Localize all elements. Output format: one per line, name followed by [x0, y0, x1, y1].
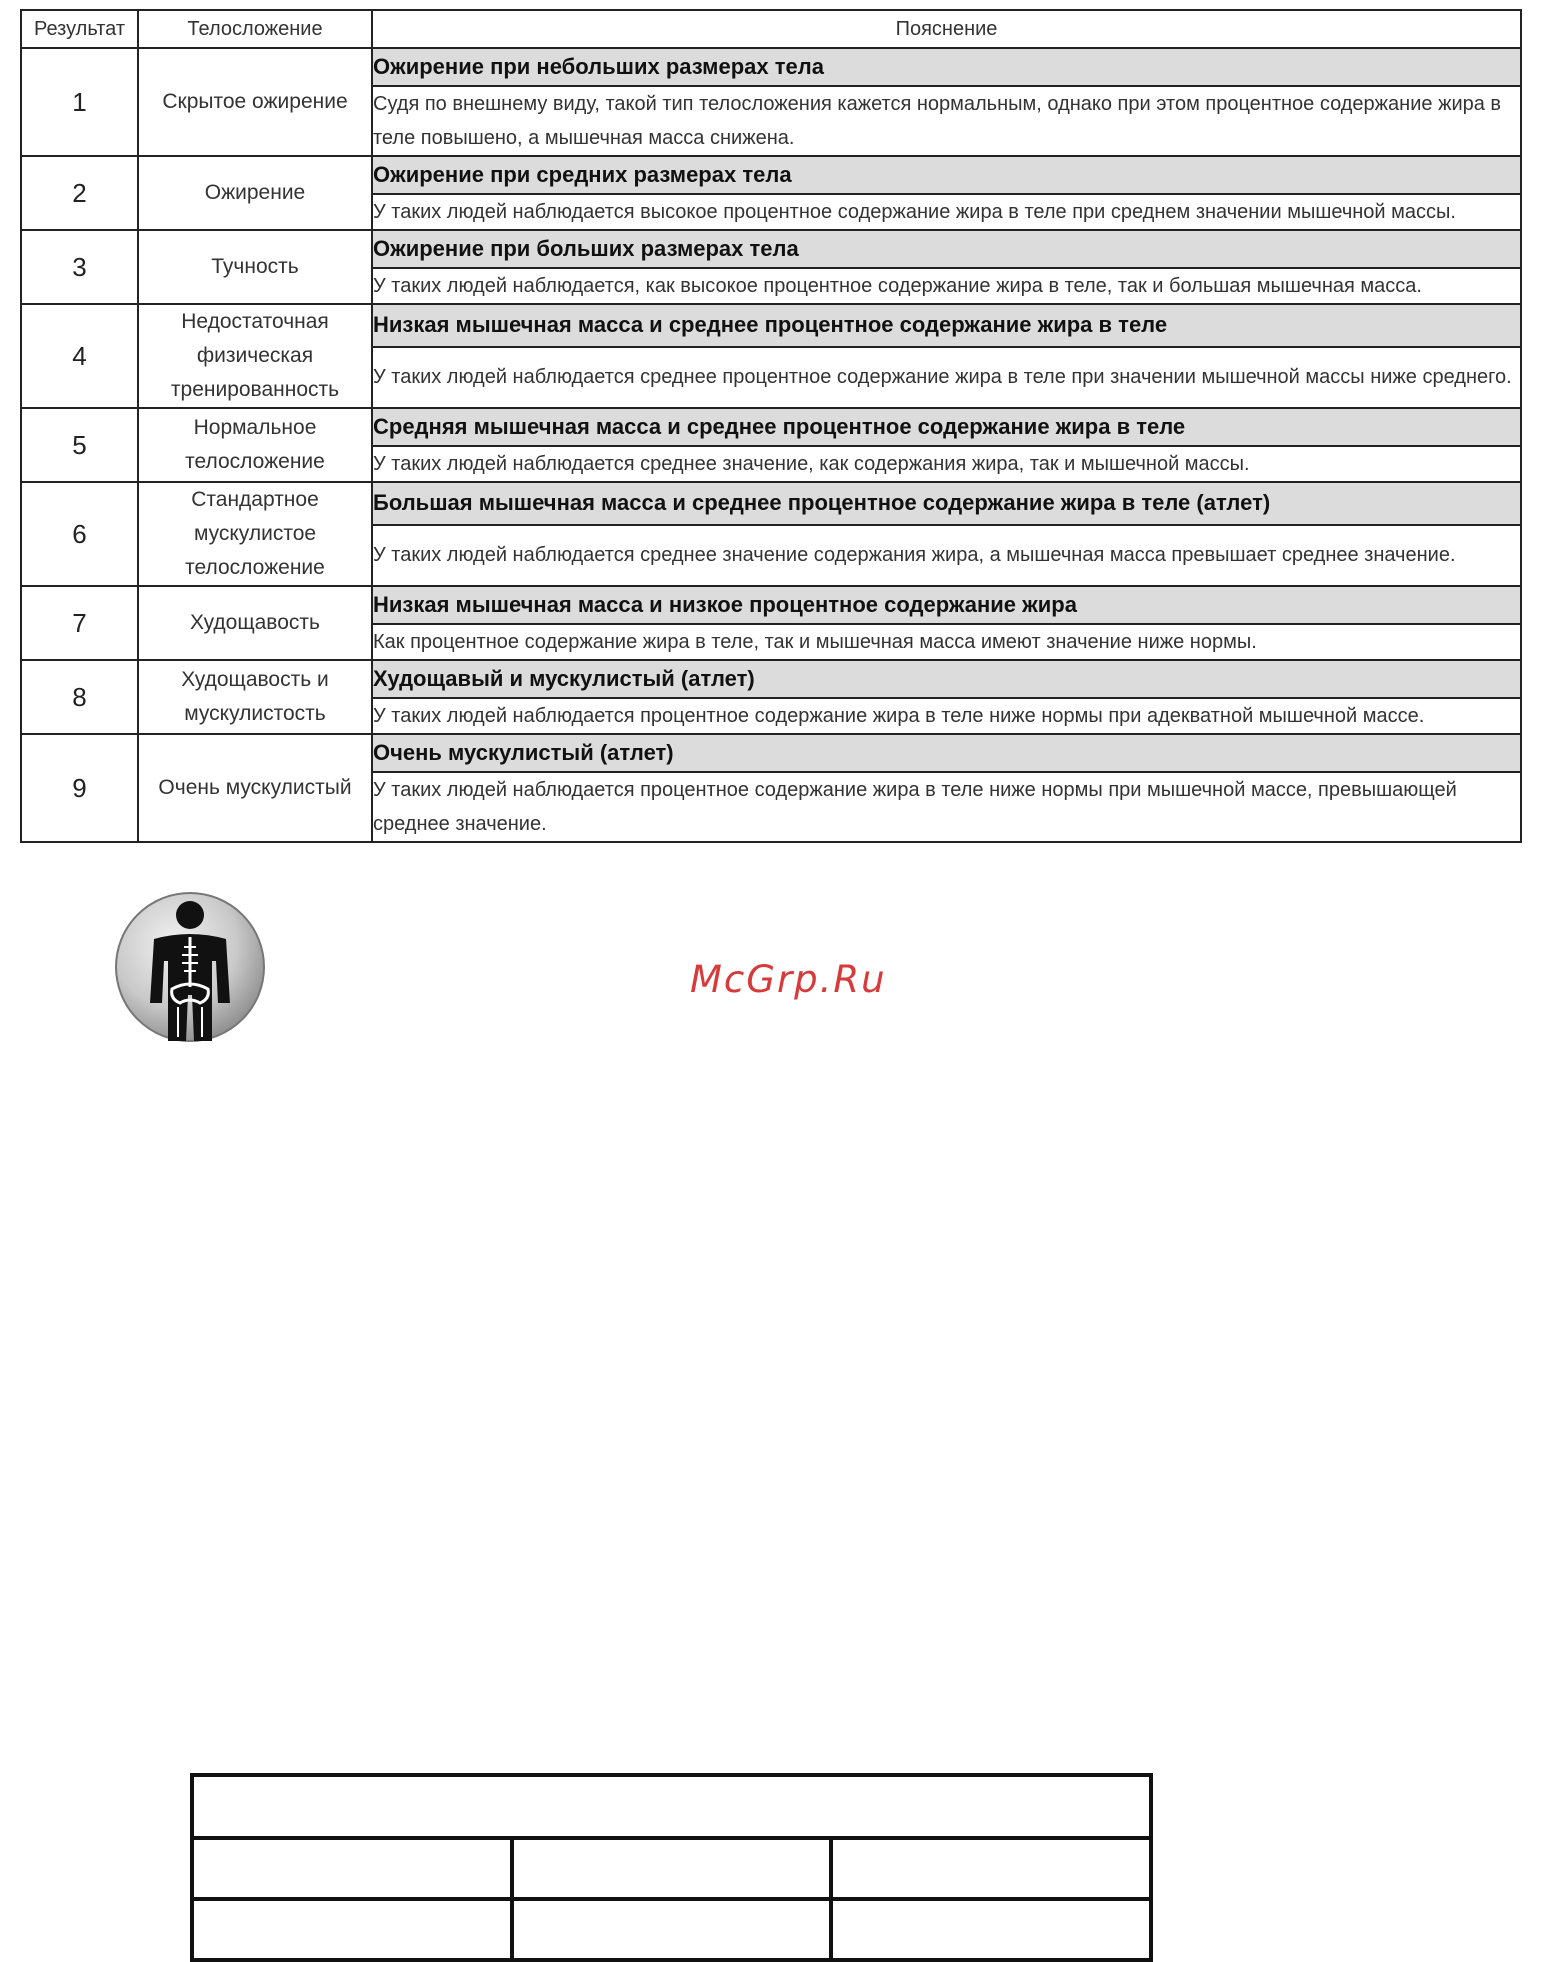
table-row: [21, 48, 1521, 86]
table-row: [21, 408, 1521, 446]
table-row: [192, 1775, 1151, 1838]
result-cell: 1: [21, 48, 138, 156]
table-row: [21, 156, 1521, 194]
explanation-title: Средняя мышечная масса и среднее процентное содержание жира в теле: [372, 408, 1521, 446]
result-cell: 4: [21, 304, 138, 408]
table-row: [21, 482, 1521, 525]
result-cell: 9: [21, 734, 138, 842]
explanation-text: Судя по внешнему виду, такой тип телосложения кажется нормальным, однако при этом процентное содержание жира в теле повышено, а мышечная масса снижена.: [372, 86, 1521, 156]
result-cell: 3: [21, 230, 138, 304]
header-explanation: Пояснение: [372, 10, 1521, 48]
explanation-text: Как процентное содержание жира в теле, так и мышечная масса имеют значение ниже нормы.: [372, 624, 1521, 660]
empty-cell: [192, 1775, 1151, 1838]
explanation-title: Ожирение при небольших размерах тела: [372, 48, 1521, 86]
build-cell: Очень мускулистый: [138, 734, 372, 842]
build-cell: Стандартное мускулистое телосложение: [138, 482, 372, 586]
empty-cell: [512, 1899, 832, 1960]
table-row: [192, 1838, 1151, 1899]
table-row: [21, 660, 1521, 698]
explanation-title: Ожирение при больших размерах тела: [372, 230, 1521, 268]
explanation-text: У таких людей наблюдается высокое процентное содержание жира в теле при среднем значении мышечной массы.: [372, 194, 1521, 230]
header-result: Результат: [21, 10, 138, 48]
explanation-title: Худощавый и мускулистый (атлет): [372, 660, 1521, 698]
table-row: [21, 734, 1521, 772]
explanation-title: Ожирение при средних размерах тела: [372, 156, 1521, 194]
body-type-table: [20, 9, 1522, 843]
build-cell: Скрытое ожирение: [138, 48, 372, 156]
result-cell: 8: [21, 660, 138, 734]
build-cell: Нормальное телосложение: [138, 408, 372, 482]
build-cell: Тучность: [138, 230, 372, 304]
body-figure-icon: [114, 891, 266, 1043]
explanation-title: Низкая мышечная масса и среднее процентное содержание жира в теле: [372, 304, 1521, 347]
explanation-text: У таких людей наблюдается среднее значение, как содержания жира, так и мышечной массы.: [372, 446, 1521, 482]
result-cell: 2: [21, 156, 138, 230]
build-cell: Ожирение: [138, 156, 372, 230]
explanation-title: Большая мышечная масса и среднее процентное содержание жира в теле (атлет): [372, 482, 1521, 525]
explanation-text: У таких людей наблюдается среднее значение содержания жира, а мышечная масса превышает среднее значение.: [372, 525, 1521, 586]
build-cell: Худощавость: [138, 586, 372, 660]
result-cell: 6: [21, 482, 138, 586]
table-header-row: [21, 10, 1521, 48]
empty-table: [190, 1773, 1153, 1962]
table-row: [192, 1899, 1151, 1960]
empty-cell: [831, 1899, 1151, 1960]
explanation-title: Низкая мышечная масса и низкое процентное содержание жира: [372, 586, 1521, 624]
empty-cell: [192, 1838, 512, 1899]
empty-cell: [512, 1838, 832, 1899]
empty-cell: [831, 1838, 1151, 1899]
explanation-text: У таких людей наблюдается процентное содержание жира в теле ниже нормы при мышечной массе, превышающей среднее значение.: [372, 772, 1521, 842]
explanation-text: У таких людей наблюдается, как высокое процентное содержание жира в теле, так и большая мышечная масса.: [372, 268, 1521, 304]
build-cell: Недостаточная физическая тренированность: [138, 304, 372, 408]
result-cell: 7: [21, 586, 138, 660]
explanation-text: У таких людей наблюдается среднее процентное содержание жира в теле при значении мышечной массы ниже среднего.: [372, 347, 1521, 408]
build-cell: Худощавость и мускулистость: [138, 660, 372, 734]
header-build: Телосложение: [138, 10, 372, 48]
empty-cell: [192, 1899, 512, 1960]
table-row: [21, 586, 1521, 624]
table-row: [21, 230, 1521, 268]
result-cell: 5: [21, 408, 138, 482]
watermark: McGrp.Ru: [690, 958, 887, 1001]
explanation-text: У таких людей наблюдается процентное содержание жира в теле ниже нормы при адекватной мышечной массе.: [372, 698, 1521, 734]
table-row: [21, 304, 1521, 347]
explanation-title: Очень мускулистый (атлет): [372, 734, 1521, 772]
